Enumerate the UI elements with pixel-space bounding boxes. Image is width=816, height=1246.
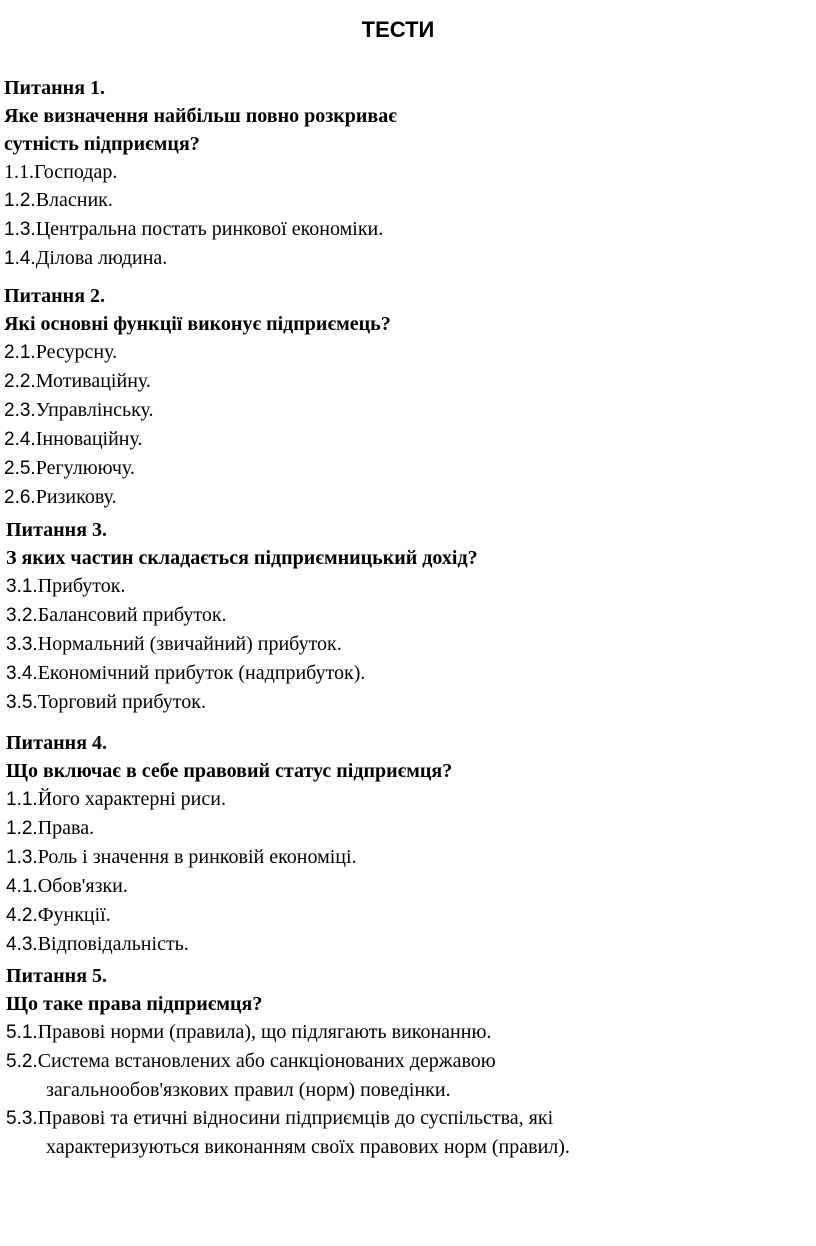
- answer-option: [4, 244, 397, 273]
- option-number: 5.3.: [6, 1108, 38, 1129]
- option-text: Інноваційну.: [35, 428, 143, 450]
- option-number: 1.1.: [6, 789, 38, 810]
- option-text: Його характерні риси.: [37, 788, 226, 810]
- answer-option: [4, 215, 397, 244]
- question-text: З яких частин складається підприємницький дохід?: [6, 547, 478, 569]
- option-text: Власник.: [35, 189, 113, 211]
- answer-option: [6, 601, 478, 630]
- answer-option: [6, 785, 452, 814]
- option-number: 2.2.: [4, 371, 36, 392]
- option-text: Ресурсну.: [35, 341, 118, 363]
- option-number: 3.2.: [6, 605, 38, 626]
- option-number: 3.4.: [6, 663, 38, 684]
- option-text: Балансовий прибуток.: [37, 604, 227, 626]
- answer-option: [4, 396, 391, 425]
- answer-option: [6, 572, 478, 601]
- answer-option: [6, 1104, 570, 1133]
- option-number: 2.5.: [4, 458, 36, 479]
- option-text: Функції.: [37, 904, 111, 926]
- question-label: Питання 2.: [4, 285, 106, 307]
- option-text: Торговий прибуток.: [37, 691, 206, 713]
- option-number: 3.5.: [6, 692, 38, 713]
- question-label: Питання 5.: [6, 965, 108, 987]
- option-text: Господар.: [34, 161, 118, 183]
- option-number: 3.1.: [6, 576, 38, 597]
- option-text: Ризикову.: [35, 486, 117, 508]
- option-number: 4.3.: [6, 934, 38, 955]
- option-number: 5.1.: [6, 1022, 38, 1043]
- answer-option: [6, 814, 452, 843]
- option-number: 1.1.: [4, 161, 34, 183]
- option-number: 5.2.: [6, 1051, 38, 1072]
- option-number: 1.4.: [4, 248, 36, 269]
- option-number: 2.3.: [4, 400, 36, 421]
- answer-option: [4, 425, 391, 454]
- option-text: Правові норми (правила), що підлягають виконанню.: [37, 1021, 492, 1043]
- question-label: Питання 1.: [4, 77, 106, 99]
- option-number: 2.4.: [4, 429, 36, 450]
- question-text: Яке визначення найбільш повно розкриває сутність підприємця?: [4, 105, 397, 155]
- question-1: [4, 74, 397, 273]
- question-label: Питання 3.: [6, 519, 108, 541]
- answer-option: [4, 367, 391, 396]
- option-number: 1.2.: [4, 190, 36, 211]
- option-number: 1.3.: [6, 847, 38, 868]
- answer-option: [6, 659, 478, 688]
- option-text: Обов'язки.: [37, 875, 128, 897]
- option-text: Правові та етичні відносини підприємців до суспільства, які: [37, 1107, 554, 1129]
- question-text: Які основні функції виконує підприємець?: [4, 313, 391, 335]
- option-continuation: загальнообов'язкових правил (норм) поведінки.: [46, 1079, 451, 1101]
- answer-option: [6, 930, 452, 959]
- answer-option: [6, 843, 452, 872]
- option-text: Ділова людина.: [35, 247, 168, 269]
- answer-option: [6, 1018, 570, 1047]
- question-label: Питання 4.: [6, 732, 108, 754]
- option-number: 1.2.: [6, 818, 38, 839]
- answer-option: [6, 630, 478, 659]
- option-number: 2.1.: [4, 342, 36, 363]
- option-number: 4.1.: [6, 876, 38, 897]
- option-number: 2.6.: [4, 487, 36, 508]
- question-5: [6, 962, 570, 1161]
- option-text: Прибуток.: [37, 575, 126, 597]
- option-text: Центральна постать ринкової економіки.: [35, 218, 384, 240]
- answer-option: [4, 186, 397, 215]
- answer-option: [6, 1047, 570, 1076]
- question-text: Що включає в себе правовий статус підприємця?: [6, 760, 453, 782]
- answer-option: [6, 872, 452, 901]
- question-3: [6, 516, 478, 717]
- option-number: 3.3.: [6, 634, 38, 655]
- answer-option: [4, 338, 391, 367]
- option-text: Економічний прибуток (надприбуток).: [37, 662, 366, 684]
- answer-option: [6, 688, 478, 717]
- option-text: Роль і значення в ринковій економіці.: [37, 846, 357, 868]
- question-text: Що таке права підприємця?: [6, 993, 263, 1015]
- answer-option: [4, 454, 391, 483]
- question-4: [6, 729, 452, 959]
- answer-option: [4, 483, 391, 512]
- option-text: Регулюючу.: [35, 457, 135, 479]
- page-title: ТЕСТИ: [361, 17, 435, 42]
- option-continuation: характеризуються виконанням своїх правових норм (правил).: [46, 1136, 570, 1158]
- answer-option: [6, 901, 452, 930]
- option-text: Система встановлених або санкціонованих державою: [37, 1050, 496, 1072]
- option-text: Мотиваційну.: [35, 370, 151, 392]
- option-text: Нормальний (звичайний) прибуток.: [37, 633, 342, 655]
- option-text: Управлінську.: [35, 399, 154, 421]
- option-text: Відповідальність.: [37, 933, 189, 955]
- option-number: 1.3.: [4, 219, 36, 240]
- option-text: Права.: [37, 817, 95, 839]
- option-number: 4.2.: [6, 905, 38, 926]
- answer-option: [4, 158, 397, 186]
- question-2: [4, 282, 391, 512]
